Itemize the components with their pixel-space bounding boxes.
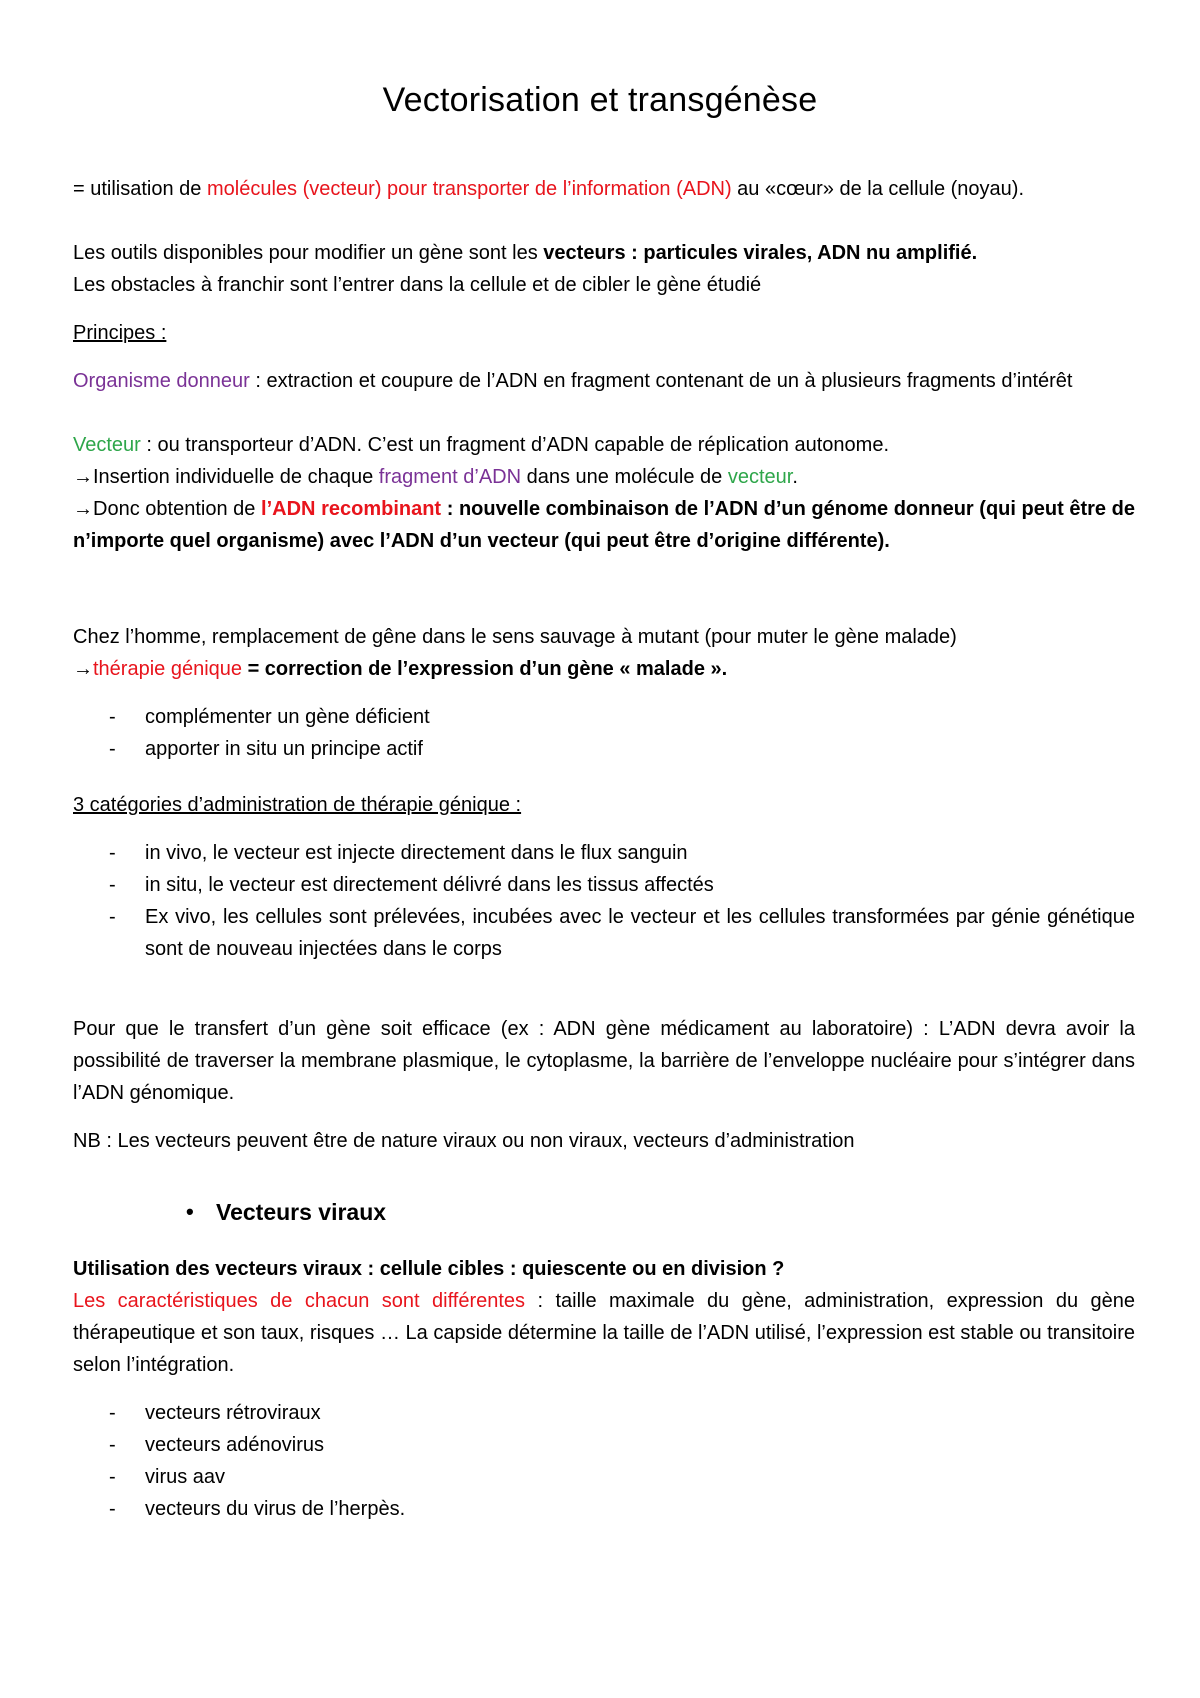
dash-icon: - [109, 874, 116, 896]
intro-highlight: molécules (vecteur) pour transporter de l’information (ADN) [206, 178, 732, 200]
recombinant-definition: nouvelle combinaison de l’ADN d’un génome donneur (qui peut être de n’importe quel organisme) avec l’ADN d’un vecteur (qui peut être d’origine différente). [73, 498, 1135, 552]
dash-icon: - [109, 738, 116, 760]
homme-line: Chez l’homme, remplacement de gêne dans le sens sauvage à mutant (pour muter le gène malade) [73, 626, 957, 648]
list-item [73, 1461, 1135, 1493]
list-item [73, 733, 1135, 765]
viraux-heading [186, 1196, 387, 1228]
insertion-end: . [792, 466, 798, 488]
dash-icon: - [109, 906, 116, 928]
vecteur-text: : ou transporteur d’ADN. C’est un fragment d’ADN capable de réplication autonome. [140, 434, 890, 456]
therapie-highlight: thérapie génique [93, 658, 243, 680]
transfert-paragraph: Pour que le transfert d’un gène soit efficace (ex : ADN gène médicament au laboratoire) : L’ADN devra avoir la possibilité de traverser la membrane plasmique, le cytoplasme, la barrière de l’enveloppe nucléaire pour s’intégrer dans l’ADN génomique. [73, 1018, 1135, 1104]
dash-icon: - [109, 1498, 116, 1520]
caracteristiques-text: : taille maximale du gène, administration, expression du gène thérapeutique et son taux, risques … La capside détermine la taille de l’ADN utilisé, l’expression est stable ou transitoire selon l’intégration. [73, 1290, 1135, 1376]
list-item-text: apporter in situ un principe actif [145, 738, 423, 760]
intro-text-end: au «cœur» de la cellule (noyau). [731, 178, 1024, 200]
principe-recombinant [73, 493, 1135, 557]
arrow-icon: → [73, 498, 93, 520]
tools-line [73, 237, 1135, 269]
categories-list [73, 837, 1135, 965]
vecteur-highlight: vecteur [727, 466, 793, 488]
list-item-text: vecteurs adénovirus [145, 1434, 324, 1456]
categories-heading-text: 3 catégories d’administration de thérapie génique : [73, 794, 522, 816]
insertion-text-mid: dans une molécule de [521, 466, 728, 488]
principe-insertion [73, 461, 1135, 493]
list-item-text: in situ, le vecteur est directement délivré dans les tissus affectés [145, 874, 714, 896]
arrow-icon: → [73, 658, 93, 680]
recombinant-highlight: l’ADN recombinant [261, 498, 442, 520]
dash-icon: - [109, 1466, 116, 1488]
principe-vecteur [73, 429, 1135, 461]
nb-line: NB : Les vecteurs peuvent être de nature viraux ou non viraux, vecteurs d’administration [73, 1130, 855, 1152]
list-item-text: virus aav [145, 1466, 226, 1488]
obstacles-line: Les obstacles à franchir sont l’entrer dans la cellule et de cibler le gène étudié [73, 274, 762, 296]
viraux-question: Utilisation des vecteurs viraux : cellule cibles : quiescente ou en division ? [73, 1258, 785, 1280]
principes-heading-text: Principes : [73, 322, 167, 344]
viraux-heading-text: Vecteurs viraux [216, 1199, 387, 1225]
dash-icon: - [109, 706, 116, 728]
list-item-text: complémenter un gène déficient [145, 706, 430, 728]
list-item-text: in vivo, le vecteur est injecte directement dans le flux sanguin [145, 842, 688, 864]
list-item [73, 1397, 1135, 1429]
viraux-caracteristiques [73, 1285, 1135, 1381]
list-item [73, 869, 1135, 901]
recombinant-colon: : [441, 498, 459, 520]
list-item [73, 837, 1135, 869]
arrow-icon: → [73, 466, 93, 488]
list-item [73, 1493, 1135, 1525]
dash-icon: - [109, 1402, 116, 1424]
page-title: Vectorisation et transgénèse [382, 81, 818, 119]
categories-heading [73, 789, 1135, 821]
donneur-label: Organisme donneur [73, 370, 250, 392]
list-item [73, 1429, 1135, 1461]
list-item [73, 901, 1135, 965]
insertion-text: Insertion individuelle de chaque [93, 466, 379, 488]
caracteristiques-highlight: Les caractéristiques de chacun sont différentes [73, 1290, 526, 1312]
list-item-text: vecteurs rétroviraux [145, 1402, 321, 1424]
tools-bold: vecteurs : particules virales, ADN nu amplifié. [543, 242, 978, 264]
fragment-highlight: fragment d’ADN [378, 466, 522, 488]
vecteur-label: Vecteur [73, 434, 141, 456]
donneur-text: : extraction et coupure de l’ADN en fragment contenant de un à plusieurs fragments d’intérêt [249, 370, 1073, 392]
principes-heading [73, 317, 1135, 349]
intro-paragraph [73, 173, 1135, 205]
list-item-text: vecteurs du virus de l’herpès. [145, 1498, 406, 1520]
intro-text: = utilisation de [73, 178, 207, 200]
recombinant-text: Donc obtention de [93, 498, 262, 520]
homme-list [73, 701, 1135, 765]
list-item-text: Ex vivo, les cellules sont prélevées, incubées avec le vecteur et les cellules transformées par génie génétique sont de nouveau injectées dans le corps [145, 906, 1135, 960]
therapie-line [73, 653, 1135, 685]
list-item [73, 701, 1135, 733]
dash-icon: - [109, 1434, 116, 1456]
principe-donneur [73, 365, 1135, 397]
viraux-list [73, 1397, 1135, 1525]
therapie-definition: = correction de l’expression d’un gène « malade ». [242, 658, 728, 680]
bullet-icon: • [186, 1199, 194, 1224]
tools-text: Les outils disponibles pour modifier un gène sont les [73, 242, 544, 264]
dash-icon: - [109, 842, 116, 864]
